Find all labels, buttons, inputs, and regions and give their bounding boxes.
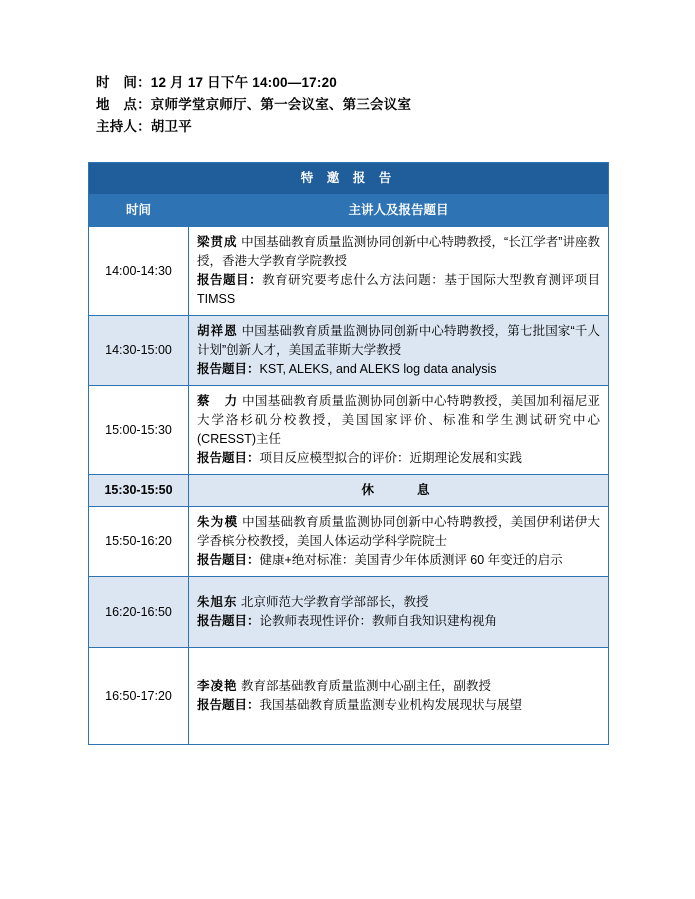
topic-label: 报告题目： [197, 614, 260, 628]
speaker-name: 李凌艳 [197, 679, 238, 693]
speaker-name: 蔡 力 [197, 394, 239, 408]
topic-text: KST, ALEKS, and ALEKS log data analysis [259, 362, 497, 376]
topic-label: 报告题目： [197, 698, 260, 712]
row-content [189, 386, 609, 475]
speaker-name: 胡祥恩 [197, 324, 238, 338]
table-header-row [89, 195, 609, 227]
speaker-affiliation: 中国基础教育质量监测协同创新中心特聘教授，美国加利福尼亚大学洛杉矶分校教授，美国国家评价、标准和学生测试研究中心(CRESST)主任 [197, 394, 601, 446]
column-header-time: 时间 [89, 195, 189, 227]
row-content [189, 316, 609, 386]
topic-text: 我国基础教育质量监测专业机构发展现状与展望 [259, 698, 523, 712]
break-label [189, 475, 609, 507]
speaker-affiliation: 中国基础教育质量监测协同创新中心特聘教授，第七批国家“千人计划”创新人才，美国孟菲斯大学教授 [197, 324, 600, 357]
topic-label: 报告题目： [197, 451, 260, 465]
speaker-affiliation: 北京师范大学教育学部部长，教授 [241, 595, 429, 609]
row-time: 15:50-16:20 [89, 507, 189, 577]
row-time: 16:20-16:50 [89, 577, 189, 648]
header-block [96, 72, 636, 138]
speaker-name: 朱为模 [197, 515, 239, 529]
row-time: 15:00-15:30 [89, 386, 189, 475]
row-time: 15:30-15:50 [89, 475, 189, 507]
row-content [189, 648, 609, 745]
topic-text: 项目反应模型拟合的评价：近期理论发展和实践 [259, 451, 523, 465]
topic-text: 健康+绝对标准：美国青少年体质测评 60 年变迁的启示 [259, 553, 563, 567]
row-content [189, 507, 609, 577]
speaker-affiliation: 中国基础教育质量监测协同创新中心特聘教授，美国伊利诺伊大学香槟分校教授，美国人体运动学科学院院士 [197, 515, 600, 548]
topic-label: 报告题目： [197, 273, 263, 287]
table-row [89, 227, 609, 316]
table-title-row [89, 163, 609, 195]
topic-label: 报告题目： [197, 553, 260, 567]
meeting-time-line: 时 间：12 月 17 日下午 14:00—17:20 [96, 75, 337, 90]
topic-text: 教育研究要考虑什么方法问题：基于国际大型教育测评项目TIMSS [197, 273, 600, 306]
row-time: 14:30-15:00 [89, 316, 189, 386]
speaker-name: 梁贯成 [197, 235, 238, 249]
column-header-speaker-topic: 主讲人及报告题目 [189, 195, 609, 227]
row-content [189, 227, 609, 316]
table-row [89, 316, 609, 386]
break-text: 休 息 [361, 483, 436, 497]
table-row-break [89, 475, 609, 507]
row-content [189, 577, 609, 648]
topic-label: 报告题目： [197, 362, 260, 376]
row-time: 16:50-17:20 [89, 648, 189, 745]
agenda-table [88, 162, 609, 745]
topic-text: 论教师表现性评价：教师自我知识建构视角 [259, 614, 498, 628]
table-row [89, 648, 609, 745]
table-row [89, 386, 609, 475]
table-row [89, 507, 609, 577]
table-row [89, 577, 609, 648]
speaker-name: 朱旭东 [197, 595, 238, 609]
speaker-affiliation: 教育部基础教育质量监测中心副主任，副教授 [241, 679, 492, 693]
meeting-host-line: 主持人：胡卫平 [96, 119, 192, 134]
meeting-place-line: 地 点：京师学堂京师厅、第一会议室、第三会议室 [96, 97, 412, 112]
row-time: 14:00-14:30 [89, 227, 189, 316]
speaker-affiliation: 中国基础教育质量监测协同创新中心特聘教授，“长江学者”讲座教授，香港大学教育学院教授 [197, 235, 601, 268]
table-title: 特 邀 报 告 [89, 163, 609, 195]
